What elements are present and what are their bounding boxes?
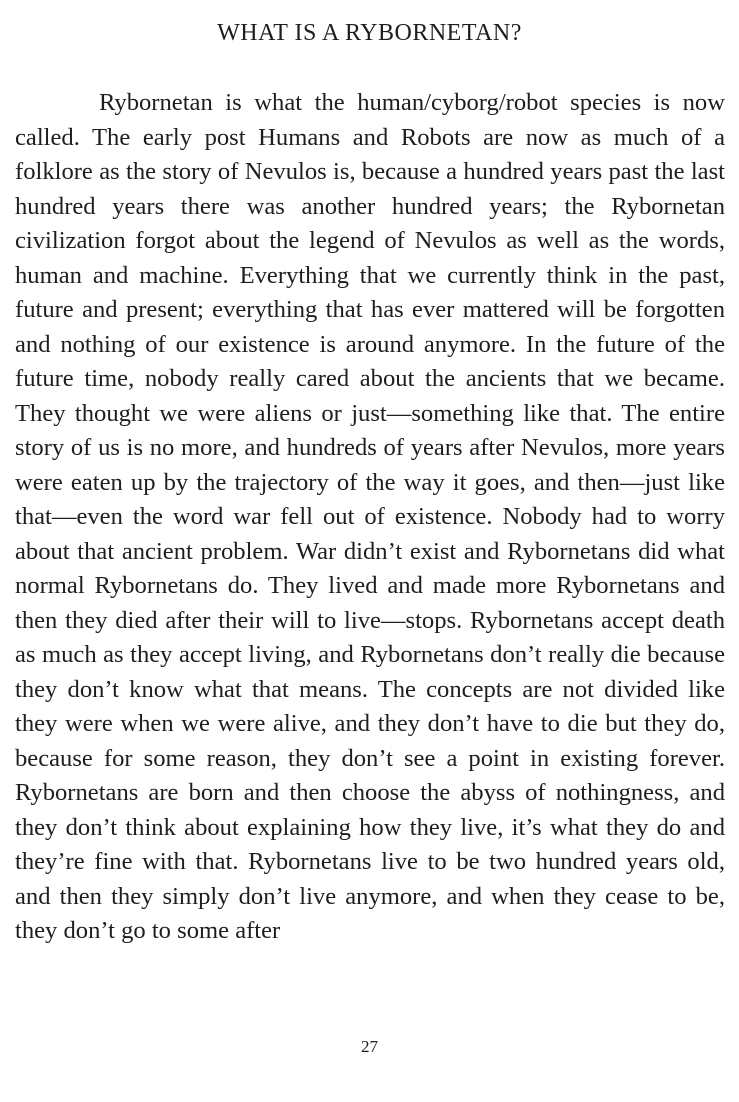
page-number: 27: [361, 1037, 378, 1056]
body-paragraph: Rybornetan is what the human/cyborg/robot species is now called. The early post Humans and Robots are now as much of a folklore as the story of Nevulos is, because a hundred years past the last hundred years there was another hundred years; the Rybornetan civilization forgot about the legend of Nevulos as well as the words, human and machine. Everything that we currently think in the past, future and present; everything that has ever mattered will be forgotten and nothing of our existence is around anymore. In the future of the future time, nobody really cared about the ancients that we became. They thought we were aliens or just—something like that. The entire story of us is no more, and hundreds of years after Nevulos, more years were eaten up by the trajectory of the way it goes, and then—just like that—even the word war fell out of existence. Nobody had to worry about that ancient problem. War didn’t exist and Rybornetans did what normal Rybornetans do. They lived and made more Rybornetans and then they died after their will to live—stops. Rybornetans accept death as much as they accept living, and Rybornetans don’t really die because they don’t know what that means. The concepts are not divided like they were when we were alive, and they don’t have to die but they do, because for some reason, they don’t see a point in existing forever. Rybornetans are born and then choose the abyss of nothingness, and they don’t think about explaining how they live, it’s what they do and they’re fine with that. Rybornetans live to be two hundred years old, and then they simply don’t live anymore, and when they cease to be, they don’t go to some after: [15, 89, 725, 944]
chapter-title: WHAT IS A RYBORNETAN?: [217, 20, 522, 46]
